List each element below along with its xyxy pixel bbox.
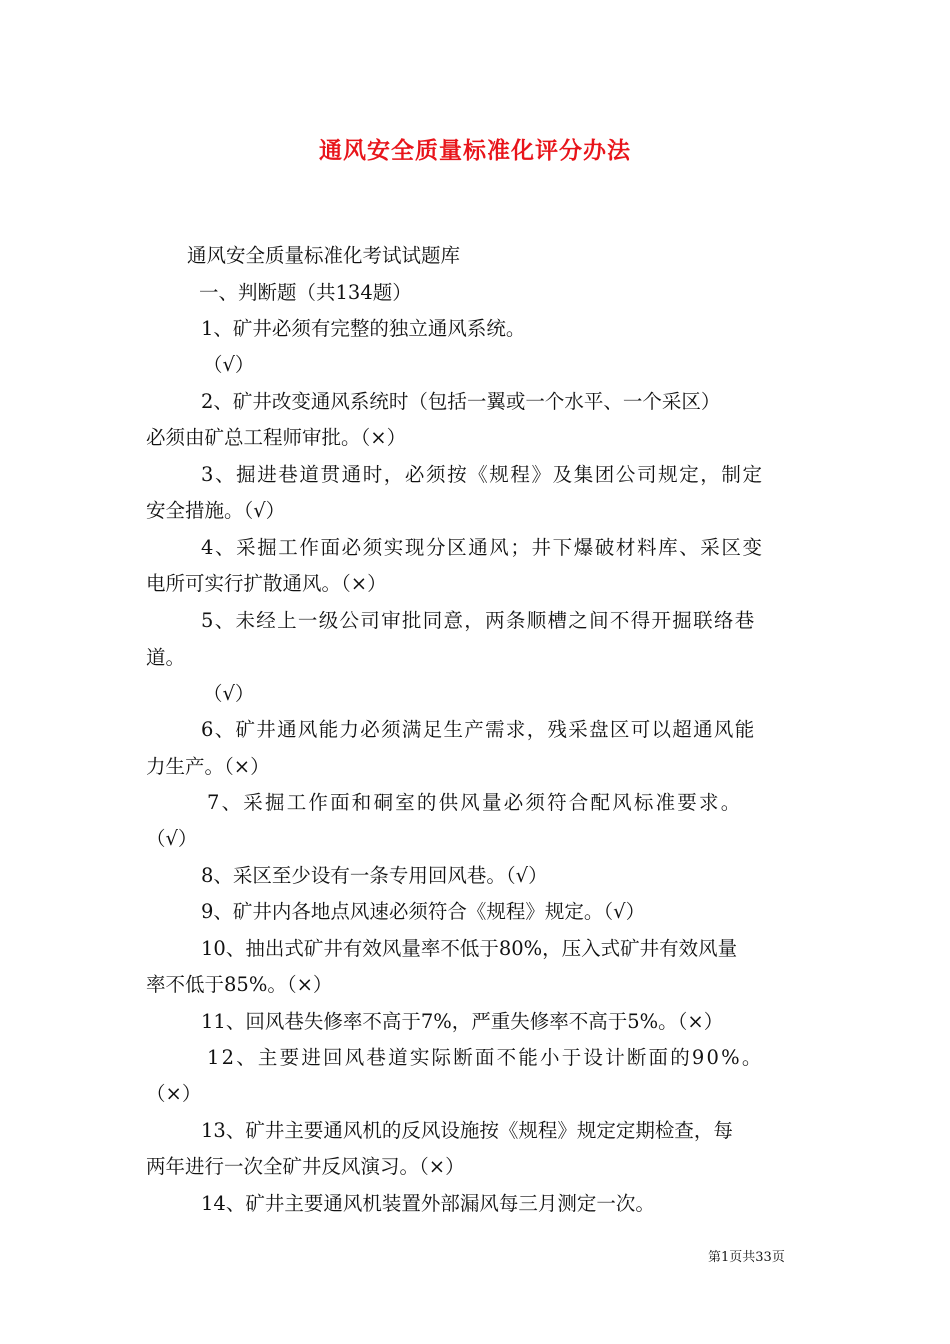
question-line: 两年进行一次全矿井反风演习。（×） [146,1155,465,1178]
question-line: 9、矿井内各地点风速必须符合《规程》规定。（√） [201,900,646,923]
question-line: 率不低于85%。（×） [146,973,333,996]
answer-line: （×） [146,1082,202,1105]
answer-line: （√） [203,353,255,376]
section-heading: 一、判断题（共134题） [199,281,412,304]
question-line: 1、矿井必须有完整的独立通风系统。 [201,317,526,340]
question-line: 13、矿井主要通风机的反风设施按《规程》规定定期检查，每 [201,1119,733,1142]
answer-line: （√） [203,682,255,705]
question-line: 力生产。（×） [146,755,270,778]
question-line: 必须由矿总工程师审批。（×） [146,426,407,449]
question-line: 2、矿井改变通风系统时（包括一翼或一个水平、一个采区） [201,390,721,413]
document-title: 通风安全质量标准化评分办法 [319,137,631,164]
question-line: 6、矿井通风能力必须满足生产需求，残采盘区可以超通风能 [201,718,756,741]
question-line: 7、采掘工作面和硐室的供风量必须符合配风标准要求。 [207,791,743,814]
question-line: 8、采区至少设有一条专用回风巷。（√） [201,864,548,887]
question-line: 11、回风巷失修率不高于7%，严重失修率不高于5%。（×） [201,1010,724,1033]
question-line: 4、采掘工作面必须实现分区通风；井下爆破材料库、采区变 [201,536,764,559]
question-line: 12、主要进回风巷道实际断面不能小于设计断面的90%。 [207,1046,764,1069]
question-line: 3、掘进巷道贯通时，必须按《规程》及集团公司规定，制定 [201,463,764,486]
question-line: 安全措施。（√） [146,499,286,522]
question-line: 14、矿井主要通风机装置外部漏风每三月测定一次。 [201,1192,655,1215]
answer-line: （√） [146,827,198,850]
page-number: 第1页共33页 [708,1250,785,1265]
question-line: 5、未经上一级公司审批同意，两条顺槽之间不得开掘联络巷 [201,609,756,632]
question-line: 道。 [146,646,186,669]
question-line: 10、抽出式矿井有效风量率不低于80%，压入式矿井有效风量 [201,937,738,960]
question-line: 电所可实行扩散通风。（×） [146,572,387,595]
subtitle: 通风安全质量标准化考试试题库 [187,244,461,267]
